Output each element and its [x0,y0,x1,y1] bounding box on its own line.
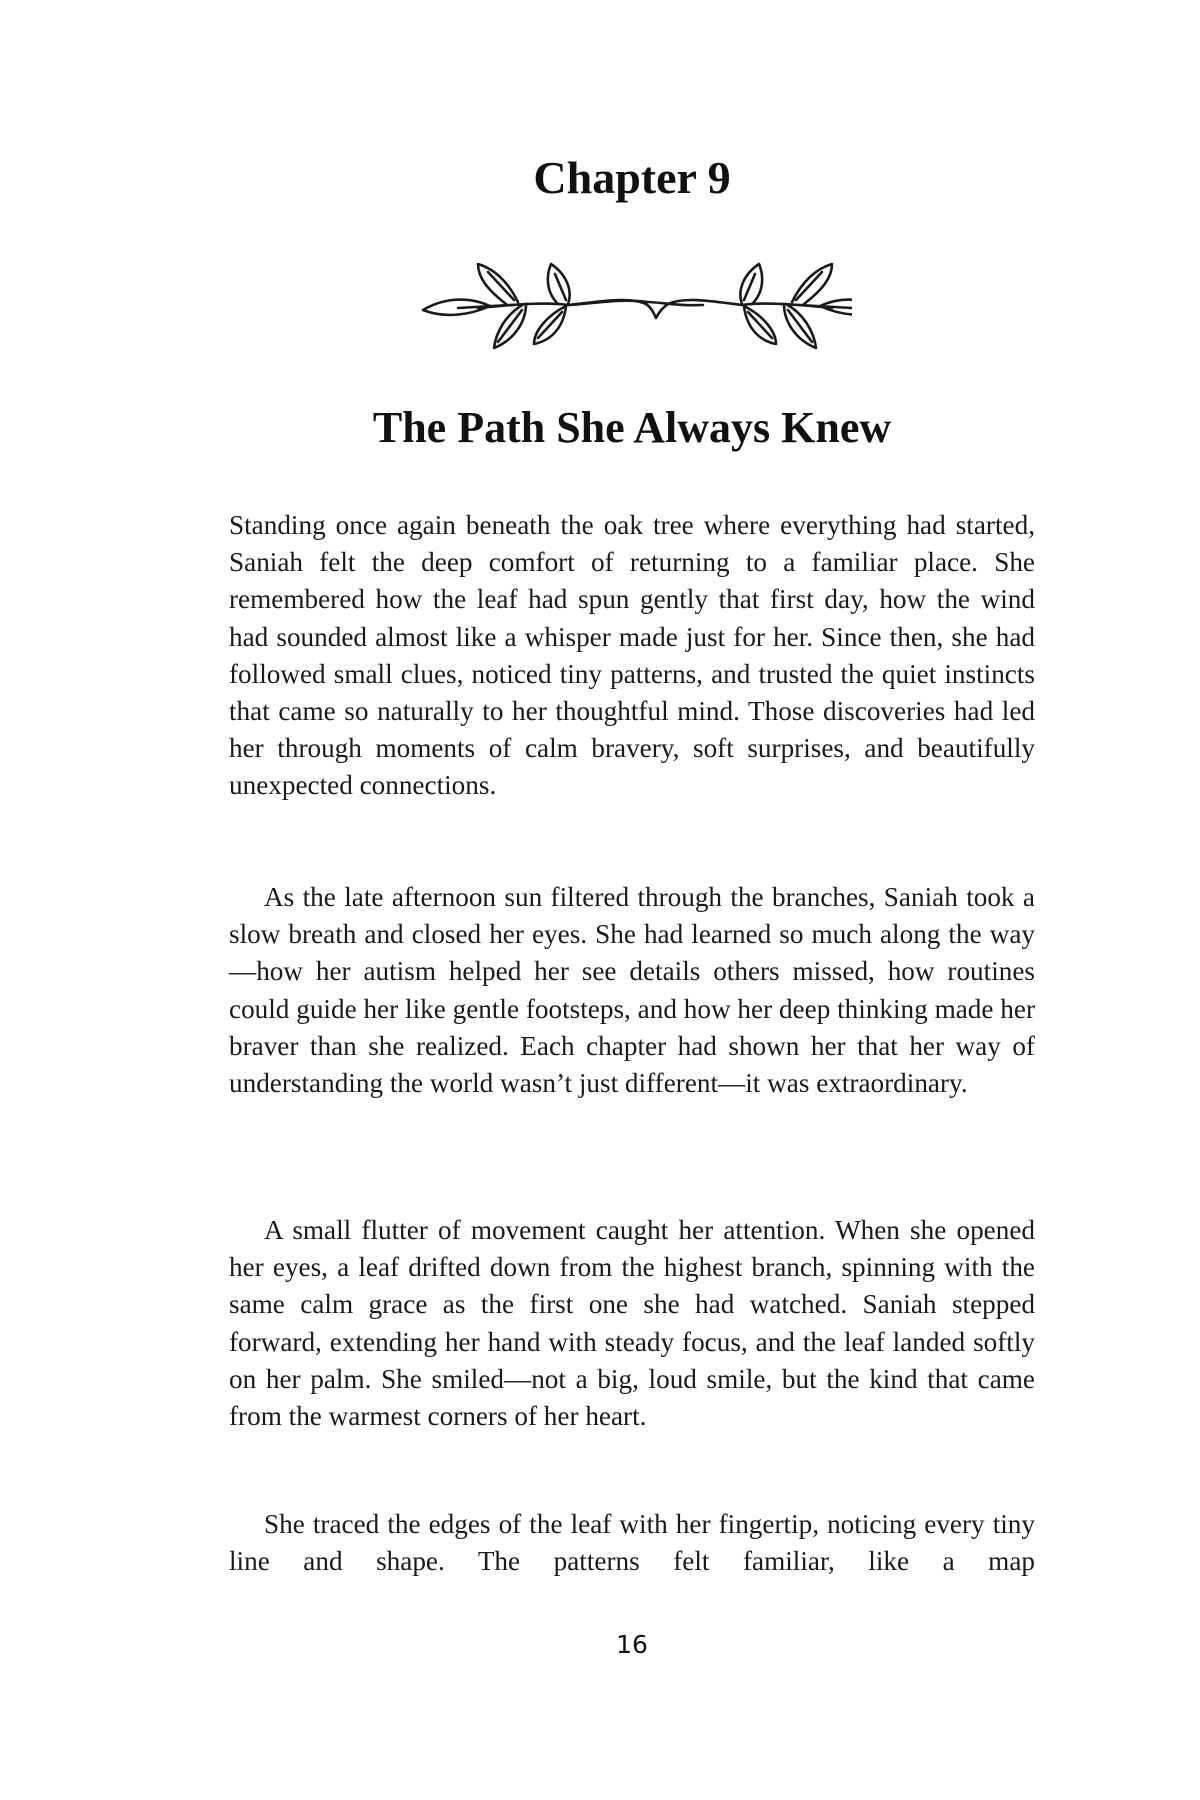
paragraph-text: A small flutter of movement caught her attention. When she opened her eyes, a leaf drifted down from the highest branch, spinning with the same calm grace as the first one she had watched. Saniah stepped forward, extending her hand with steady focus, and the leaf landed softly on her palm. She smiled—not a big, loud smile, but the kind that came from the warmest corners of her heart. [229,1215,1035,1432]
paragraph [229,879,1035,1102]
paragraph-text: As the late afternoon sun filtered through the branches, Saniah took a slow breath and closed her eyes. She had learned so much along the way—how her autism helped her see details others missed, how routines could guide her like gentle footsteps, and how her deep thinking made her braver than she realized. Each chapter had shown her that her way of understanding the world wasn’t just different—it was extraordinary. [229,882,1035,1099]
chapter-title: The Path She Always Knew [372,403,892,452]
paragraph-text: She traced the edges of the leaf with her fingertip, noticing every tiny line and shape. The patterns felt familiar, like a map [229,1509,1035,1577]
paragraph [229,1212,1035,1435]
paragraph [229,507,1035,805]
leaf-vine-divider-icon [418,258,852,354]
right-branch [740,264,852,348]
left-branch [423,264,703,348]
paragraph [229,1506,1035,1580]
chapter-label: Chapter 9 [533,152,731,203]
page-number: 16 [616,1630,648,1659]
paragraph-text: Standing once again beneath the oak tree where everything had started, Saniah felt the deep comfort of returning to a familiar place. She remembered how the leaf had spun gently that first day, how the wind had sounded almost like a whisper made just for her. Since then, she had followed small clues, noticed tiny patterns, and trusted the quiet instincts that came so naturally to her thoughtful mind. Those discoveries had led her through moments of calm bravery, soft surprises, and beautifully unexpected connections. [229,510,1035,801]
